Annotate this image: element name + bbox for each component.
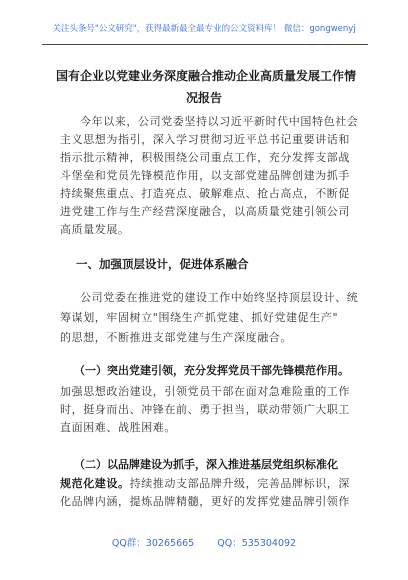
- sub1-line: 直面困难、战胜困难。: [60, 421, 176, 434]
- section1-line: 公司党委在推进党的建设工作中始终坚持顶层设计、统: [80, 291, 359, 304]
- intro-line: 持续聚焦重点、打造亮点、破解难点、抢占高点，不断促: [60, 187, 350, 200]
- section1-line: 筹谋划，牢固树立"围绕生产抓党建、抓好党建促生产": [60, 311, 339, 324]
- sub2-heading: （二）以品牌建设为抓手，深入推进基层党组织标准化: [74, 458, 338, 471]
- document-title-line1: 国有企业以党建业务深度融合推动企业高质量发展工作情: [56, 69, 357, 83]
- sub1-line: 时，挺身而出、冲锋在前、勇于担当，联动带领广大职工: [60, 403, 350, 416]
- intro-line: 高质量发展。: [60, 223, 130, 236]
- sub2-continuation: 持续推动支部品牌升级，完善品牌标识，深: [129, 477, 351, 490]
- header-divider: [42, 44, 368, 45]
- intro-line: 主义思想为指引，深入学习贯彻习近平总书记重要讲话和: [60, 133, 350, 146]
- sub2-bold-continuation: 规范化建设。: [60, 477, 130, 490]
- sub2-line: 化品牌内涵，提炼品牌精髓，更好的发挥党建品牌引领作: [60, 495, 350, 508]
- intro-line: 斗堡垒和党员先锋模范作用，以支部党建品牌创建为抓手: [60, 169, 350, 182]
- sub1-line: 加强思想政治建设，引领党员干部在面对急难险重的工作: [60, 385, 350, 398]
- qq-group: QQ群：30265665: [111, 538, 195, 549]
- sub1-heading: （一）突出党建引领，充分发挥党员干部先锋模范作用。: [74, 364, 349, 377]
- sub2-line: [60, 476, 360, 492]
- intro-line: 今年以来，公司党委坚持以习近平新时代中国特色社会: [80, 115, 359, 128]
- intro-line: 进党建工作与生产经营深度融合，以高质量党建引领公司: [60, 205, 350, 218]
- section1-heading: 一、加强顶层设计，促进体系融合: [76, 257, 249, 271]
- contact-footer: [0, 535, 408, 549]
- qq-contact: QQ：535304092: [217, 538, 297, 549]
- document-title-line2: 况报告: [186, 91, 223, 105]
- intro-line: 指示批示精神，积极围绕公司重点工作，充分发挥支部战: [60, 151, 350, 164]
- section1-line: 的思想，不断推进支部党建与生产深度融合。: [60, 331, 292, 344]
- promo-banner: 关注头条号"公文研究"，获得最新最全最专业的公文资料库！ 微信：gongwenyj: [52, 24, 356, 34]
